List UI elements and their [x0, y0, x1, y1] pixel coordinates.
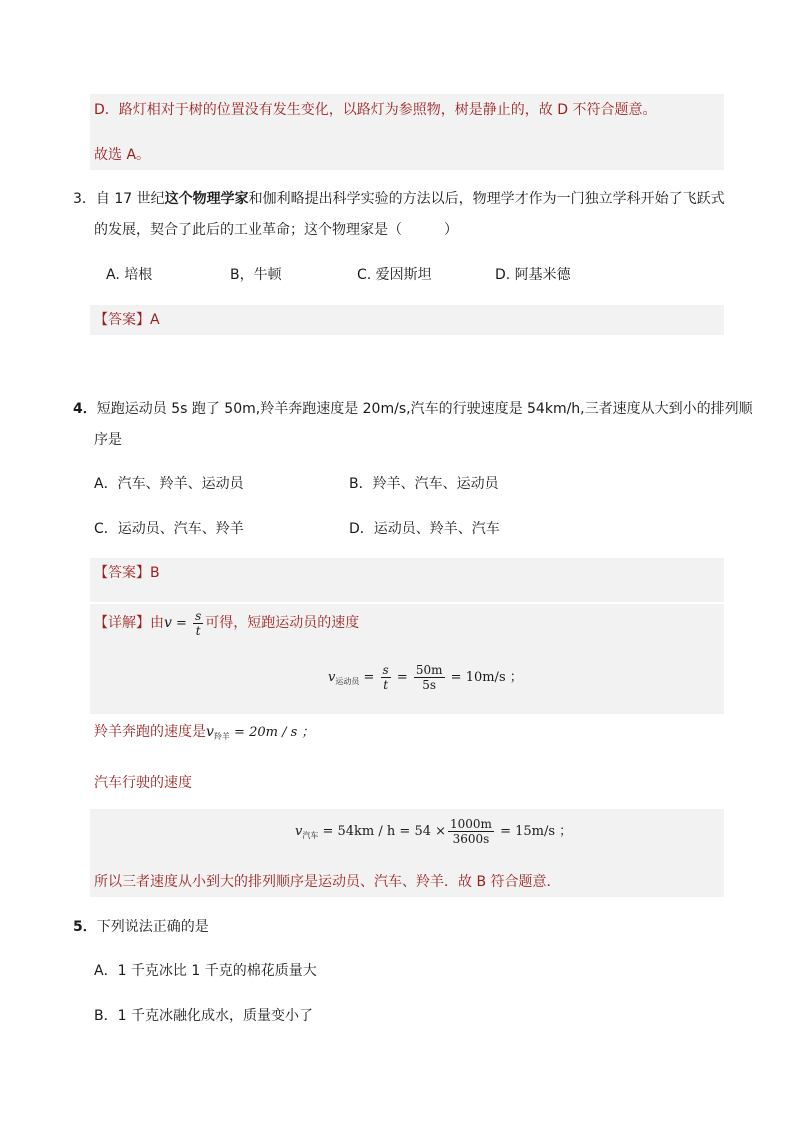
detail-eq: = [171, 616, 192, 631]
detail-frac-den: t [195, 623, 201, 638]
antelope-sub: 羚羊 [213, 732, 230, 741]
eq1-frac-s: s [382, 663, 389, 677]
q4-option-d: D．运动员、羚羊、汽车 [349, 521, 500, 537]
q3-option-b: B，牛顿 [230, 267, 282, 283]
antelope-val: = 20m / s ； [229, 725, 315, 740]
antelope-v: v [206, 724, 214, 740]
detail-a: 由 [150, 615, 164, 631]
q4-equation-2 [295, 815, 572, 853]
q4-line1 [73, 399, 753, 419]
eq2-frac-den: 3600s [452, 832, 490, 846]
q4-detail-line [94, 608, 359, 639]
q3-line1 [73, 189, 725, 209]
eq2-sub: 汽车 [302, 831, 319, 840]
q3-text-c: 和伽利略提出科学实验的方法以后，物理学才作为一门独立学科开始了飞跃式 [248, 191, 725, 207]
eq2-result: = 15m/s ； [495, 824, 573, 839]
eq1-frac-t: t [383, 678, 389, 692]
q3-option-a: A. 培根 [106, 267, 153, 283]
q4-option-b: B．羚羊、汽车、运动员 [349, 476, 499, 492]
eq1-eq2: = [392, 670, 412, 685]
q3-answer-block [90, 305, 724, 335]
detail-frac-num: s [195, 608, 202, 623]
q3-option-d: D. 阿基米德 [495, 267, 571, 283]
q5-number: 5． [73, 919, 97, 935]
prev-solution-choose: 故选 A。 [94, 147, 151, 163]
eq2-v: v [295, 824, 303, 839]
q4-answer-block [90, 558, 724, 602]
eq2-frac [448, 817, 494, 846]
q4-car-text: 汽车行驶的速度 [94, 775, 192, 791]
eq1-frac-st [381, 663, 391, 692]
eq1-result: = 10m/s ； [446, 670, 523, 685]
q3-text-a: 自 17 世纪 [95, 191, 165, 207]
q4-option-c: C．运动员、汽车、羚羊 [94, 521, 244, 537]
q3-option-c: C. 爱因斯坦 [357, 267, 432, 283]
eq1-frac-num: 50m [415, 663, 443, 677]
q4-equation-1 [328, 662, 523, 698]
q5-option-a: A．1 千克冰比 1 千克的棉花质量大 [94, 963, 317, 979]
eq2-mid: = 54km / h = 54 × [318, 824, 447, 839]
eq2-frac-num: 1000m [450, 817, 492, 831]
eq1-eq: = [359, 670, 379, 685]
detail-b: 可得，短跑运动员的速度 [205, 615, 360, 631]
q3-answer: 【答案】A [94, 312, 160, 328]
detail-fraction [193, 609, 203, 638]
eq1-frac-values [414, 663, 445, 692]
q5-line1 [73, 917, 209, 937]
q4-line2: 序是 [94, 432, 122, 448]
q5-text: 下列说法正确的是 [96, 919, 209, 935]
eq1-frac-den: 5s [422, 678, 437, 692]
q4-answer: 【答案】B [94, 565, 160, 581]
q4-conclusion: 所以三者速度从小到大的排列顺序是运动员、汽车、羚羊．故 B 符合题意． [94, 874, 561, 890]
q5-option-b: B．1 千克冰融化成水，质量变小了 [94, 1008, 313, 1024]
antelope-text: 羚羊奔跑的速度是 [94, 724, 206, 740]
q3-line2: 的发展，契合了此后的工业革命；这个物理家是（ ） [94, 222, 458, 238]
q4-text-1: 短跑运动员 5s 跑了 50m,羚羊奔跑速度是 20m/s,汽车的行驶速度是 54km/h,三者速度从大到小的排列顺 [96, 401, 753, 417]
detail-v: v [164, 615, 172, 631]
q3-number: 3． [73, 191, 96, 207]
q4-antelope-line [94, 722, 314, 747]
prev-solution-line-d: D．路灯相对于树的位置没有发生变化，以路灯为参照物，树是静止的，故 D 不符合题意。 [94, 102, 657, 118]
q4-option-a: A．汽车、羚羊、运动员 [94, 476, 244, 492]
q4-number: 4． [73, 401, 97, 417]
eq1-sub: 运动员 [335, 677, 360, 686]
detail-label: 【详解】 [94, 615, 150, 631]
q3-text-b: 这个物理学家 [164, 191, 249, 207]
eq1-v: v [328, 670, 336, 685]
